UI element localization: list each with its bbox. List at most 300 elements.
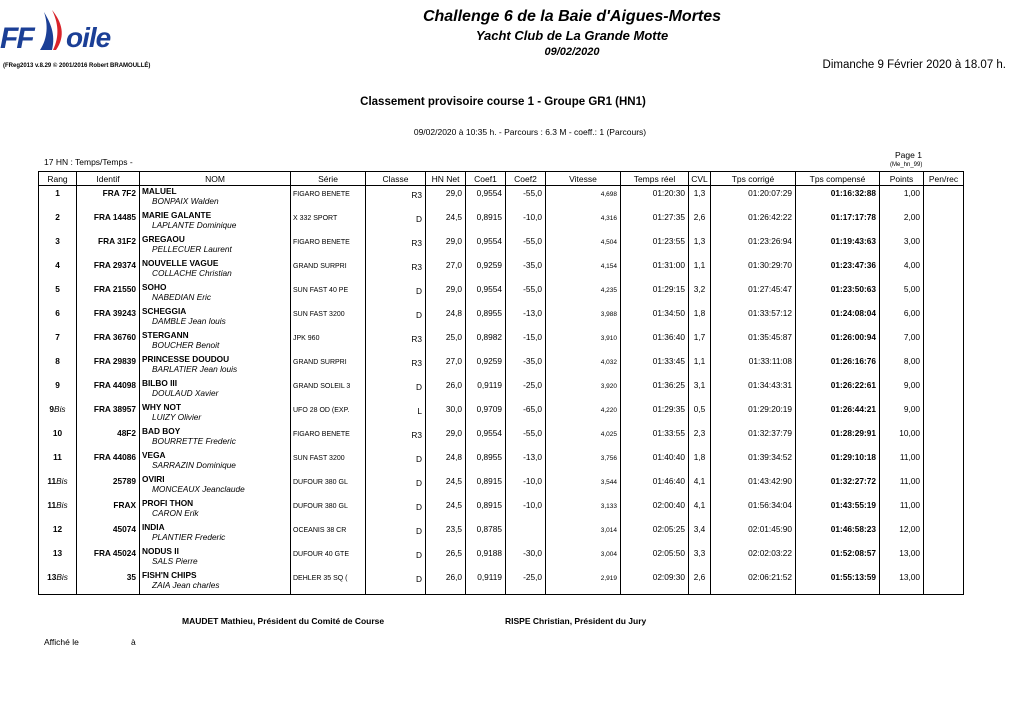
corrected-time-cell: 01:33:57:12	[748, 308, 792, 318]
boat-name: MALUEL	[142, 186, 177, 196]
boat-name: BAD BOY	[142, 426, 181, 436]
points-cell: 9,00	[903, 404, 920, 414]
cvl-cell: 1,7	[693, 332, 706, 342]
identifier-cell: FRA 45024	[93, 548, 136, 558]
speed-cell: 3,910	[600, 335, 617, 342]
boat-name: GREGAOU	[142, 234, 185, 244]
identifier-cell: FRA 14485	[93, 212, 136, 222]
points-cell: 6,00	[903, 308, 920, 318]
compensated-time-cell: 01:26:16:76	[830, 356, 876, 366]
real-time-cell: 01:34:50	[652, 308, 685, 318]
real-time-cell: 01:23:55	[652, 236, 685, 246]
compensated-time-cell: 01:16:32:88	[830, 188, 876, 198]
rank-cell: 9Bis	[49, 404, 66, 414]
points-cell: 4,00	[903, 260, 920, 270]
compensated-time-cell: 01:28:29:91	[830, 428, 876, 438]
corrected-time-cell: 01:43:42:90	[748, 476, 792, 486]
coef2-cell: -10,0	[523, 500, 542, 510]
boat-name: OVIRI	[142, 474, 165, 484]
penalty-cell	[924, 258, 963, 260]
rank-cell: 7	[55, 332, 60, 342]
table-row	[39, 378, 964, 402]
event-date: 09/02/2020	[544, 46, 600, 58]
rank-cell: 11Bis	[47, 476, 68, 486]
column-header: Série	[291, 172, 366, 186]
hn-net-cell: 25,0	[445, 332, 462, 342]
speed-cell: 4,504	[600, 239, 617, 246]
real-time-cell: 02:05:50	[652, 548, 685, 558]
hn-net-cell: 26,5	[445, 548, 462, 558]
class-cell: R3	[411, 262, 422, 272]
real-time-cell: 01:33:55	[652, 428, 685, 438]
points-cell: 1,00	[903, 188, 920, 198]
coef1-cell: 0,8915	[476, 212, 502, 222]
hn-net-cell: 23,5	[445, 524, 462, 534]
class-cell: R3	[411, 334, 422, 344]
real-time-cell: 02:00:40	[652, 500, 685, 510]
cvl-cell: 1,8	[693, 308, 706, 318]
rank-cell: 1	[55, 188, 60, 198]
skipper-name: NABEDIAN Eric	[152, 292, 212, 302]
coef1-cell: 0,9119	[477, 380, 502, 390]
coef2-cell: -65,0	[523, 404, 542, 414]
speed-cell: 4,025	[600, 431, 617, 438]
bis-marker: Bis	[54, 404, 66, 414]
column-header: Pen/rec	[924, 172, 964, 186]
skipper-name: LAPLANTE Dominique	[152, 220, 237, 230]
speed-cell: 4,235	[600, 287, 617, 294]
coef1-cell: 0,8955	[476, 308, 502, 318]
coef2-cell: -15,0	[523, 332, 542, 342]
identifier-cell: 48F2	[117, 428, 136, 438]
boat-name: MARIE GALANTE	[142, 210, 212, 220]
boat-name: NOUVELLE VAGUE	[142, 258, 219, 268]
points-cell: 11,00	[899, 500, 920, 510]
skipper-name: BOURRETTE Frederic	[152, 436, 236, 446]
identifier-cell: FRA 39243	[93, 308, 136, 318]
skipper-name: CARON Erik	[152, 508, 199, 518]
class-cell: D	[416, 310, 422, 320]
speed-cell: 4,154	[600, 263, 617, 270]
skipper-name: DAMBLE Jean louis	[152, 316, 226, 326]
table-row	[39, 450, 964, 474]
coef1-cell: 0,8785	[476, 524, 502, 534]
hn-net-cell: 24,5	[445, 212, 462, 222]
compensated-time-cell: 01:26:44:21	[830, 404, 876, 414]
real-time-cell: 01:27:35	[652, 212, 685, 222]
results-table	[38, 171, 964, 595]
club-name: Yacht Club de La Grande Motte	[475, 28, 669, 43]
points-cell: 9,00	[903, 380, 920, 390]
corrected-time-cell: 01:35:45:87	[748, 332, 792, 342]
class-cell: R3	[411, 238, 422, 248]
speed-cell: 2,919	[600, 575, 617, 582]
rank-cell: 8	[55, 356, 60, 366]
identifier-cell: FRA 44098	[93, 380, 136, 390]
speed-cell: 3,920	[600, 383, 617, 390]
cvl-cell: 4,1	[693, 500, 706, 510]
hn-net-cell: 29,0	[445, 188, 462, 198]
compensated-time-cell: 01:55:13:59	[830, 572, 876, 582]
compensated-time-cell: 01:23:50:63	[830, 284, 876, 294]
hn-net-cell: 24,8	[445, 308, 462, 318]
compensated-time-cell: 01:26:22:61	[830, 380, 876, 390]
skipper-name: SARRAZIN Dominique	[152, 460, 236, 470]
points-cell: 11,00	[899, 452, 920, 462]
penalty-cell	[924, 330, 963, 332]
series-cell: DUFOUR 380 GL	[293, 503, 348, 510]
speed-cell: 4,220	[600, 407, 617, 414]
points-cell: 11,00	[899, 476, 920, 486]
series-cell: DUFOUR 380 GL	[293, 479, 348, 486]
corrected-time-cell: 01:34:43:31	[748, 380, 792, 390]
series-cell: FIGARO BENETE	[293, 431, 350, 438]
speed-cell: 4,032	[600, 359, 617, 366]
identifier-cell: FRA 31F2	[98, 236, 136, 246]
boat-name: SCHEGGIA	[142, 306, 187, 316]
coef2-cell: -25,0	[523, 380, 542, 390]
coef1-cell: 0,9554	[476, 188, 502, 198]
corrected-time-cell: 01:56:34:04	[748, 500, 792, 510]
boat-name: FISH'N CHIPS	[142, 570, 197, 580]
points-cell: 12,00	[899, 524, 920, 534]
table-row	[39, 474, 964, 498]
table-row	[39, 330, 964, 354]
table-row	[39, 426, 964, 450]
corrected-time-cell: 01:32:37:79	[748, 428, 792, 438]
posted-at-label: à	[131, 637, 136, 647]
coef1-cell: 0,8915	[476, 476, 502, 486]
table-row	[39, 402, 964, 426]
coef1-cell: 0,9259	[476, 260, 502, 270]
skipper-name: SALS Pierre	[152, 556, 198, 566]
cvl-cell: 3,4	[693, 524, 706, 534]
cvl-cell: 2,6	[693, 212, 706, 222]
skipper-name: BARLATIER Jean louis	[152, 364, 238, 374]
rank-cell: 10	[52, 428, 63, 438]
rank-cell: 13Bis	[47, 572, 68, 582]
column-header: Coef2	[506, 172, 546, 186]
coef2-cell: -10,0	[523, 212, 542, 222]
series-cell: X 332 SPORT	[293, 215, 338, 222]
rank-cell: 9	[55, 380, 60, 390]
class-cell: D	[416, 382, 422, 392]
boat-name: PRINCESSE DOUDOU	[142, 354, 230, 364]
series-cell: SUN FAST 3200	[293, 311, 345, 318]
rank-cell: 11	[53, 452, 62, 462]
column-header: Coef1	[466, 172, 506, 186]
boat-name: INDIA	[142, 522, 165, 532]
cvl-cell: 1,1	[693, 356, 706, 366]
logo-text-ff: FF	[0, 22, 33, 55]
table-row	[39, 282, 964, 306]
skipper-name: BOUCHER Benoit	[152, 340, 220, 350]
points-cell: 10,00	[899, 428, 920, 438]
results-heading: Classement provisoire course 1 - Groupe GR1 (HN1)	[360, 96, 646, 108]
compensated-time-cell: 01:46:58:23	[830, 524, 876, 534]
points-cell: 13,00	[899, 548, 920, 558]
speed-cell: 3,988	[600, 311, 617, 318]
speed-cell: 3,756	[600, 455, 617, 462]
corrected-time-cell: 02:06:21:52	[748, 572, 792, 582]
corrected-time-cell: 02:02:03:22	[748, 548, 792, 558]
boat-name: STERGANN	[142, 330, 189, 340]
table-body	[39, 186, 964, 595]
hn-net-cell: 30,0	[445, 404, 462, 414]
coef1-cell: 0,8982	[476, 332, 502, 342]
speed-cell: 3,014	[600, 527, 617, 534]
penalty-cell	[924, 522, 963, 524]
identifier-cell: FRA 36760	[93, 332, 136, 342]
compensated-time-cell: 01:29:10:18	[830, 452, 876, 462]
coef2-cell: -25,0	[523, 572, 542, 582]
cvl-cell: 1,8	[693, 452, 706, 462]
penalty-cell	[924, 186, 963, 188]
points-cell: 5,00	[903, 284, 920, 294]
coef1-cell: 0,9554	[476, 428, 502, 438]
column-header: CVL	[689, 172, 711, 186]
coef1-cell: 0,9259	[476, 356, 502, 366]
cvl-cell: 1,3	[693, 236, 706, 246]
rank-cell: 2	[55, 212, 60, 222]
penalty-cell	[924, 402, 963, 404]
penalty-cell	[924, 426, 963, 428]
real-time-cell: 02:09:30	[652, 572, 685, 582]
identifier-cell: 45074	[112, 524, 136, 534]
penalty-cell	[924, 570, 963, 572]
skipper-name: LUIZY Olivier	[152, 412, 202, 422]
speed-cell: 3,544	[600, 479, 617, 486]
page-reference: (Me_hn_99)	[890, 162, 923, 168]
identifier-cell: FRAX	[113, 500, 136, 510]
identifier-cell: FRA 7F2	[102, 188, 136, 198]
points-cell: 8,00	[903, 356, 920, 366]
posted-on-label: Affiché le	[44, 637, 79, 647]
skipper-name: MONCEAUX Jeanclaude	[152, 484, 245, 494]
cvl-cell: 2,3	[693, 428, 706, 438]
coef2-cell: -55,0	[523, 428, 542, 438]
rank-cell: 12	[52, 524, 63, 534]
series-cell: GRAND SOLEIL 3	[293, 383, 351, 390]
coef1-cell: 0,9188	[476, 548, 502, 558]
real-time-cell: 01:29:35	[652, 404, 685, 414]
penalty-cell	[924, 450, 963, 452]
corrected-time-cell: 01:33:11:08	[748, 356, 792, 366]
boat-name: BILBO III	[142, 378, 178, 388]
penalty-cell	[924, 498, 963, 500]
column-header: NOM	[140, 172, 291, 186]
class-cell: D	[416, 550, 422, 560]
skipper-name: COLLACHE Christian	[152, 268, 232, 278]
boat-name: NODUS II	[142, 546, 179, 556]
rank-cell: 6	[55, 308, 60, 318]
corrected-time-cell: 01:27:45:47	[748, 284, 792, 294]
compensated-time-cell: 01:17:17:78	[830, 212, 876, 222]
penalty-cell	[924, 306, 963, 308]
coef1-cell: 0,9119	[477, 572, 502, 582]
real-time-cell: 01:46:40	[652, 476, 685, 486]
coef2-cell: -55,0	[523, 236, 542, 246]
boat-name: PROFI THON	[142, 498, 194, 508]
hn-net-cell: 24,5	[445, 500, 462, 510]
compensated-time-cell: 01:24:08:04	[830, 308, 876, 318]
table-row	[39, 306, 964, 330]
corrected-time-cell: 01:26:42:22	[748, 212, 792, 222]
coef2-cell: -35,0	[523, 260, 542, 270]
coef2-cell	[506, 522, 542, 524]
column-header: Vitesse	[546, 172, 621, 186]
hn-net-cell: 24,8	[445, 452, 462, 462]
column-header: Tps compensé	[796, 172, 880, 186]
coef2-cell: -30,0	[523, 548, 542, 558]
class-cell: R3	[411, 190, 422, 200]
table-header-row	[39, 172, 964, 186]
table-row	[39, 546, 964, 570]
identifier-cell: FRA 21550	[93, 284, 136, 294]
hn-net-cell: 24,5	[445, 476, 462, 486]
real-time-cell: 01:40:40	[652, 452, 685, 462]
bis-marker: Bis	[56, 500, 68, 510]
points-cell: 13,00	[899, 572, 920, 582]
cvl-cell: 3,1	[693, 380, 706, 390]
speed-cell: 4,698	[600, 191, 617, 198]
hn-net-cell: 29,0	[445, 236, 462, 246]
skipper-name: PELLECUER Laurent	[152, 244, 232, 254]
class-cell: D	[416, 574, 422, 584]
cvl-cell: 1,1	[693, 260, 706, 270]
class-cell: D	[416, 502, 422, 512]
real-time-cell: 01:29:15	[652, 284, 685, 294]
compensated-time-cell: 01:23:47:36	[830, 260, 876, 270]
penalty-cell	[924, 378, 963, 380]
page-number: Page 1	[895, 150, 922, 160]
boat-name: WHY NOT	[142, 402, 182, 412]
coef1-cell: 0,8955	[476, 452, 502, 462]
rank-cell: 5	[55, 284, 60, 294]
skipper-name: DOULAUD Xavier	[152, 388, 219, 398]
class-cell: R3	[411, 358, 422, 368]
compensated-time-cell: 01:26:00:94	[830, 332, 876, 342]
corrected-time-cell: 01:20:07:29	[748, 188, 792, 198]
coef1-cell: 0,9554	[476, 236, 502, 246]
column-header: Points	[880, 172, 924, 186]
coef2-cell: -55,0	[523, 188, 542, 198]
real-time-cell: 01:33:45	[652, 356, 685, 366]
penalty-cell	[924, 210, 963, 212]
boat-name: SOHO	[142, 282, 167, 292]
printed-datetime: Dimanche 9 Février 2020 à 18.07 h.	[822, 59, 1006, 71]
cvl-cell: 2,6	[693, 572, 706, 582]
speed-cell: 3,133	[600, 503, 617, 510]
column-header: Identif	[77, 172, 140, 186]
corrected-time-cell: 01:23:26:94	[748, 236, 792, 246]
skipper-name: BONPAIX Walden	[152, 196, 219, 206]
rank-cell: 4	[55, 260, 60, 270]
points-cell: 3,00	[903, 236, 920, 246]
corrected-time-cell: 01:30:29:70	[748, 260, 792, 270]
penalty-cell	[924, 234, 963, 236]
series-cell: SUN FAST 40 PE	[293, 287, 349, 294]
coef2-cell: -55,0	[523, 284, 542, 294]
race-committee-president: MAUDET Mathieu, Président du Comité de Course	[182, 616, 385, 626]
real-time-cell: 01:31:00	[652, 260, 685, 270]
handicap-label: 17 HN : Temps/Temps -	[44, 157, 133, 167]
identifier-cell: FRA 38957	[93, 404, 136, 414]
series-cell: OCEANIS 38 CR	[293, 527, 347, 534]
cvl-cell: 3,2	[693, 284, 706, 294]
corrected-time-cell: 01:29:20:19	[748, 404, 792, 414]
coef2-cell: -13,0	[523, 308, 542, 318]
rank-cell: 11Bis	[47, 500, 68, 510]
series-cell: FIGARO BENETE	[293, 239, 350, 246]
series-cell: FIGARO BENETE	[293, 191, 350, 198]
series-cell: GRAND SURPRI	[293, 359, 347, 366]
table-row	[39, 186, 964, 211]
class-cell: D	[416, 286, 422, 296]
compensated-time-cell: 01:43:55:19	[830, 500, 876, 510]
real-time-cell: 01:36:40	[652, 332, 685, 342]
class-cell: D	[416, 214, 422, 224]
bis-marker: Bis	[56, 572, 68, 582]
event-title: Challenge 6 de la Baie d'Aigues-Mortes	[422, 8, 722, 25]
class-cell: D	[416, 526, 422, 536]
hn-net-cell: 27,0	[445, 356, 462, 366]
identifier-cell: 25789	[112, 476, 136, 486]
column-header: Temps réel	[621, 172, 689, 186]
column-header: Rang	[39, 172, 77, 186]
compensated-time-cell: 01:52:08:57	[830, 548, 876, 558]
penalty-cell	[924, 354, 963, 356]
series-cell: SUN FAST 3200	[293, 455, 345, 462]
cvl-cell: 0,5	[693, 404, 706, 414]
bis-marker: Bis	[56, 476, 68, 486]
identifier-cell: FRA 29374	[93, 260, 136, 270]
class-cell: D	[416, 454, 422, 464]
rank-cell: 13	[52, 548, 63, 558]
points-cell: 2,00	[903, 212, 920, 222]
class-cell: L	[417, 406, 422, 416]
cvl-cell: 1,3	[693, 188, 706, 198]
corrected-time-cell: 01:39:34:52	[748, 452, 792, 462]
rank-cell: 3	[55, 236, 60, 246]
skipper-name: PLANTIER Frederic	[152, 532, 226, 542]
series-cell: UFO 28 OD (EXP.	[293, 407, 350, 414]
coef1-cell: 0,9709	[476, 404, 502, 414]
table-row	[39, 258, 964, 282]
identifier-cell: 35	[126, 572, 136, 582]
points-cell: 7,00	[903, 332, 920, 342]
cvl-cell: 3,3	[693, 548, 706, 558]
compensated-time-cell: 01:32:27:72	[830, 476, 876, 486]
skipper-name: ZAIA Jean charles	[152, 580, 220, 590]
speed-cell: 3,004	[600, 551, 617, 558]
series-cell: JPK 960	[293, 335, 320, 342]
hn-net-cell: 29,0	[445, 284, 462, 294]
penalty-cell	[924, 546, 963, 548]
series-cell: GRAND SURPRI	[293, 263, 347, 270]
class-cell: D	[416, 478, 422, 488]
jury-president: RISPE Christian, Président du Jury	[505, 616, 647, 626]
race-details: 09/02/2020 à 10:35 h. - Parcours : 6.3 M - coeff.: 1 (Parcours)	[413, 127, 647, 137]
hn-net-cell: 26,0	[445, 572, 462, 582]
hn-net-cell: 26,0	[445, 380, 462, 390]
series-cell: DEHLER 35 SQ (	[293, 575, 348, 582]
logo-text-oile: oile	[66, 22, 111, 53]
corrected-time-cell: 02:01:45:90	[748, 524, 792, 534]
identifier-cell: FRA 29839	[93, 356, 136, 366]
column-header: Classe	[366, 172, 426, 186]
series-cell: DUFOUR 40 GTE	[293, 551, 350, 558]
